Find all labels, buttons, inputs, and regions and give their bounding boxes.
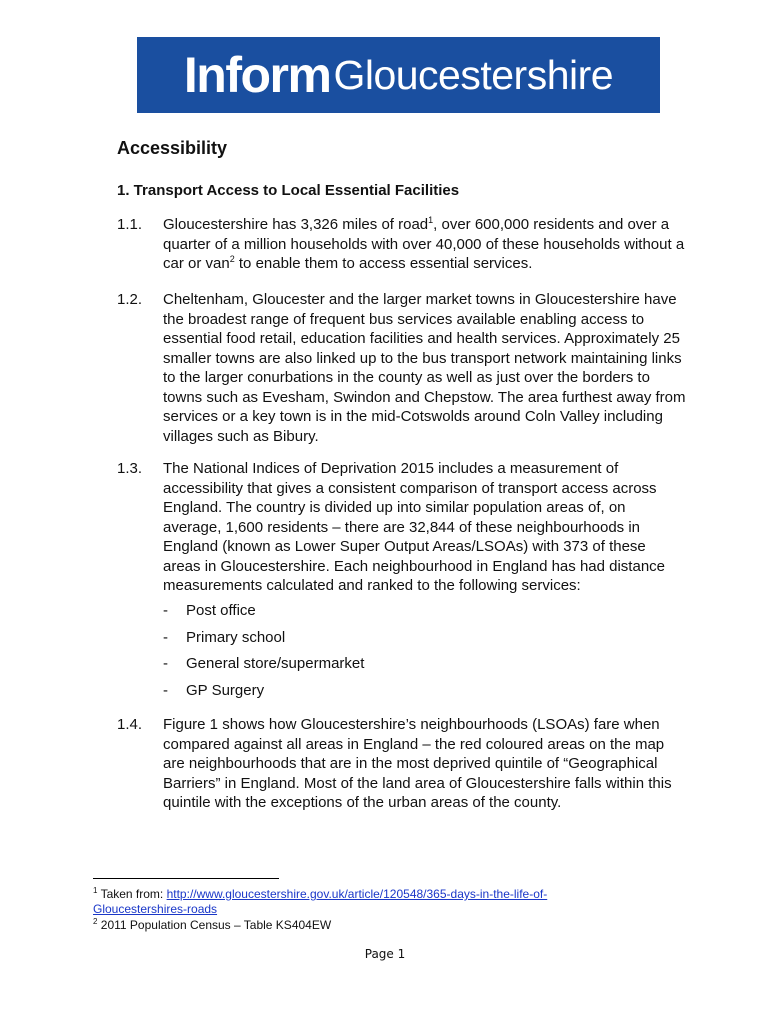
paragraph-text: Gloucestershire has 3,326 miles of road$^1$, over 600,000 residents and over a quarter of a million households with over 40,000 of these households without a car or van$^2$ to enable them to access essential services. bbox=[163, 215, 685, 272]
paragraph-1-3 bbox=[117, 459, 687, 596]
paragraph-number: 1.1. bbox=[117, 216, 143, 233]
logo-gloucestershire: Gloucestershire bbox=[333, 51, 614, 98]
paragraph-1-2 bbox=[117, 290, 687, 446]
list-item: - Post office bbox=[163, 602, 256, 619]
footnote-2: $^2$ 2011 Population Census – Table KS404EW bbox=[93, 917, 332, 932]
page-number: Page 1 bbox=[364, 947, 406, 961]
list-item: - General store/supermarket bbox=[163, 655, 365, 672]
paragraph-number: 1.4. bbox=[117, 716, 143, 733]
footnote-1: $^1$ Taken from: http://www.gloucestershire.gov.uk/article/120548/365-days-in-the-life-of- Gloucestershires-roads bbox=[93, 886, 548, 916]
inform-gloucestershire-logo bbox=[137, 37, 660, 113]
list-item: - GP Surgery bbox=[163, 681, 265, 699]
logo-inform: Inform bbox=[183, 47, 331, 103]
footnote-divider bbox=[93, 878, 279, 879]
footnote-ref-1: 1 bbox=[428, 215, 434, 225]
paragraph-text: Figure 1 shows how Gloucestershire’s neighbourhoods (LSOAs) fare when compared against all areas in England – the red coloured areas on the map are neighbourhoods that are in the most deprived quintile of “Geographical Barriers” in England. Most of the land area of Gloucestershire falls within this quintile with the exceptions of the urban areas of the county. bbox=[163, 716, 672, 811]
paragraph-number: 1.3. bbox=[117, 460, 143, 477]
services-list bbox=[163, 601, 364, 707]
footnote-link-continued[interactable]: Gloucestershires-roads bbox=[93, 902, 218, 916]
section-heading: 1. Transport Access to Local Essential Facilities bbox=[117, 182, 460, 199]
footnote-link[interactable]: http://www.gloucestershire.gov.uk/article/120548/365-days-in-the-life-of- bbox=[166, 887, 548, 901]
list-item: - Primary school bbox=[163, 628, 286, 646]
footnote-ref-2: 2 bbox=[229, 254, 235, 264]
paragraph-text: The National Indices of Deprivation 2015 includes a measurement of accessibility that gives a consistent comparison of transport access across England. The country is divided up into similar population areas of, on average, 1,600 residents – there are 32,844 of these neighbourhoods in England (known as Lower Super Output Areas/LSOAs) with 373 of these areas in Gloucestershire. Each neighbourhood in England has had distance measurements calculated and ranked to the following services: bbox=[163, 460, 666, 594]
paragraph-number: 1.2. bbox=[117, 291, 143, 308]
paragraph-text: Cheltenham, Gloucester and the larger market towns in Gloucestershire have the broadest range of frequent bus services available enabling access to essential food retail, education facilities and health services. Approximately 25 smaller towns are also linked up to the bus transport network maintaining links to the larger conurbations in the county as well as just over the borders to towns such as Evesham, Swindon and Chepstow. The area furthest away from services or a key town is in the mid-Cotswolds around Coln Valley including villages such as Bibury. bbox=[163, 291, 686, 445]
paragraph-1-4 bbox=[117, 715, 687, 813]
paragraph-1-1 bbox=[117, 215, 687, 274]
page-title: Accessibility bbox=[117, 138, 228, 158]
